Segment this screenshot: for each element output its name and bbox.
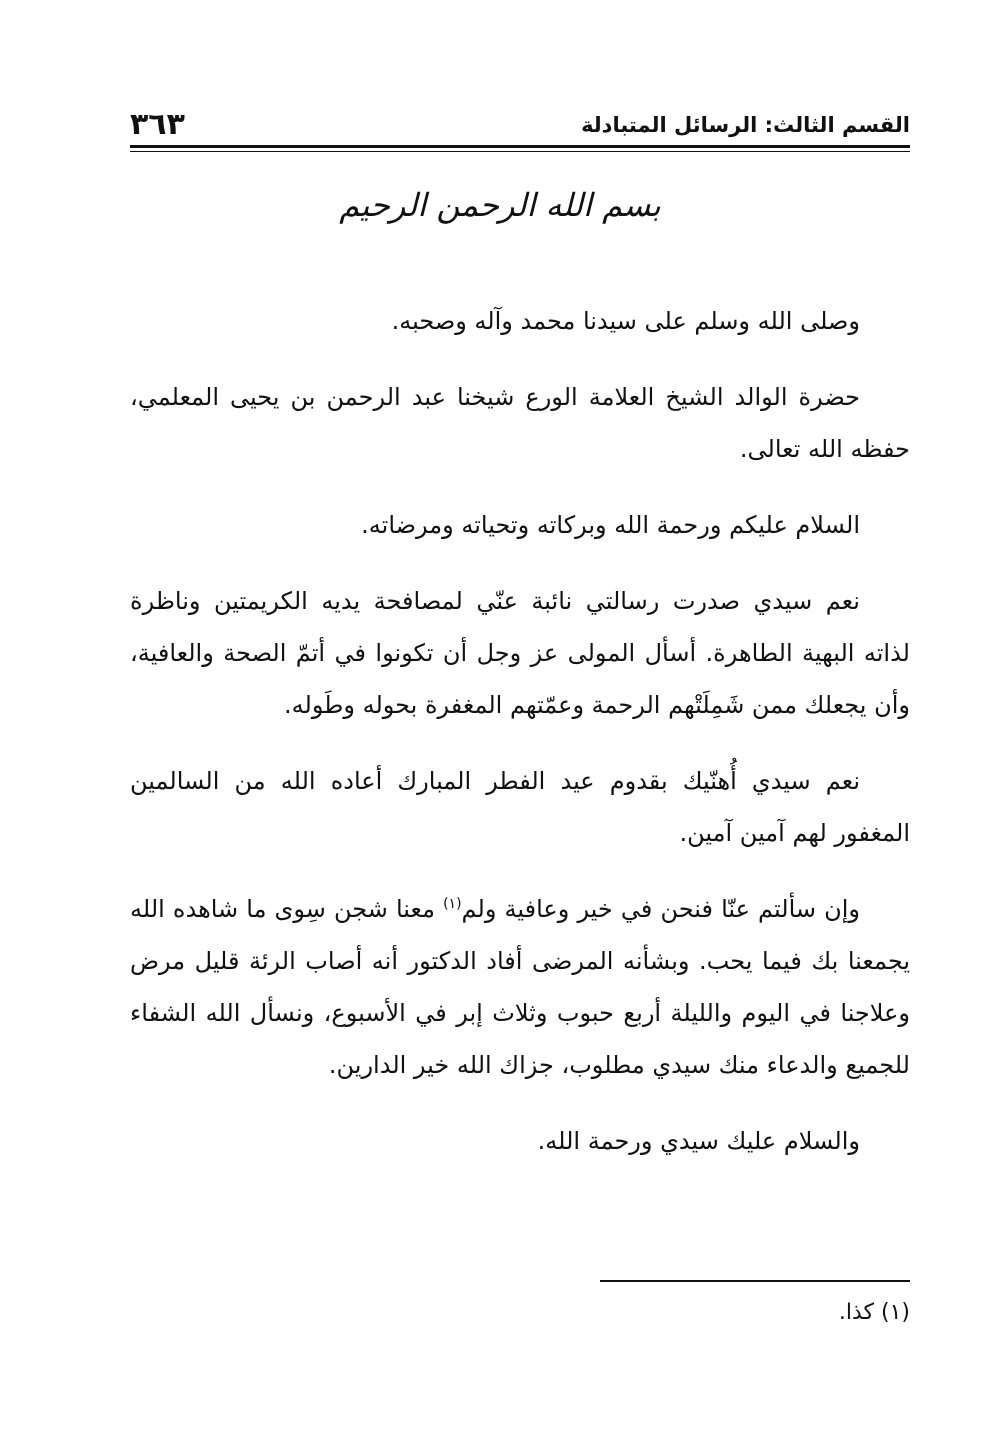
- running-header: [130, 105, 910, 145]
- paragraph-letter-sent: نعم سيدي صدرت رسالتي نائبة عنّي لمصافحة يديه الكريمتين وناظرة لذاته البهية الطاهرة. أسأل المولى عز وجل أن تكونوا في أتمّ الصحة والعافية، وأن يجعلك ممن شَمِلَتْهم الرحمة وعمّتهم المغفرة بحوله وطَوله.: [130, 587, 910, 719]
- footnote: (١) كذا.: [838, 1300, 910, 1325]
- paragraph-closing: والسلام عليك سيدي ورحمة الله.: [537, 1127, 860, 1155]
- section-title: القسم الثالث: الرسائل المتبادلة: [581, 113, 910, 137]
- header-rule-thick: [130, 145, 910, 148]
- health-news-text-end: معنا شجن سِوى ما شاهده الله يجمعنا بك فيما يحب. وبشأنه المرضى أفاد الدكتور أنه أصاب الرئة قليل مرض وعلاجنا في اليوم والليلة أربع حبوب وثلاث إبر في الأسبوع، ونسأل الله الشفاء للجميع والدعاء منك سيدي مطلوب، جزاك الله خير الدارين.: [130, 895, 910, 1079]
- paragraph-addressee: حضرة الوالد الشيخ العلامة الورع شيخنا عبد الرحمن بن يحيى المعلمي، حفظه الله تعالى.: [130, 383, 910, 463]
- basmala-calligraphy: بسم الله الرحمن الرحيم: [339, 186, 661, 224]
- letter-body: [130, 295, 910, 1167]
- paragraph-salutation: وصلى الله وسلم على سيدنا محمد وآله وصحبه.: [391, 307, 860, 335]
- paragraph-eid-congratulation: نعم سيدي أُهنّيك بقدوم عيد الفطر المبارك أعاده الله من السالمين المغفور لهم آمين آمين.: [130, 767, 910, 847]
- paragraph-health-news: [130, 883, 910, 1091]
- page-number: ٣٦٣: [130, 107, 185, 142]
- footnote-reference: (١): [443, 896, 462, 912]
- header-rule-thin: [130, 151, 910, 152]
- paragraph-greeting: السلام عليكم ورحمة الله وبركاته وتحياته ومرضاته.: [361, 511, 860, 539]
- health-news-text-start: وإن سألتم عنّا فنحن في خير وعافية ولم: [461, 895, 861, 923]
- footnote-rule: [600, 1280, 910, 1282]
